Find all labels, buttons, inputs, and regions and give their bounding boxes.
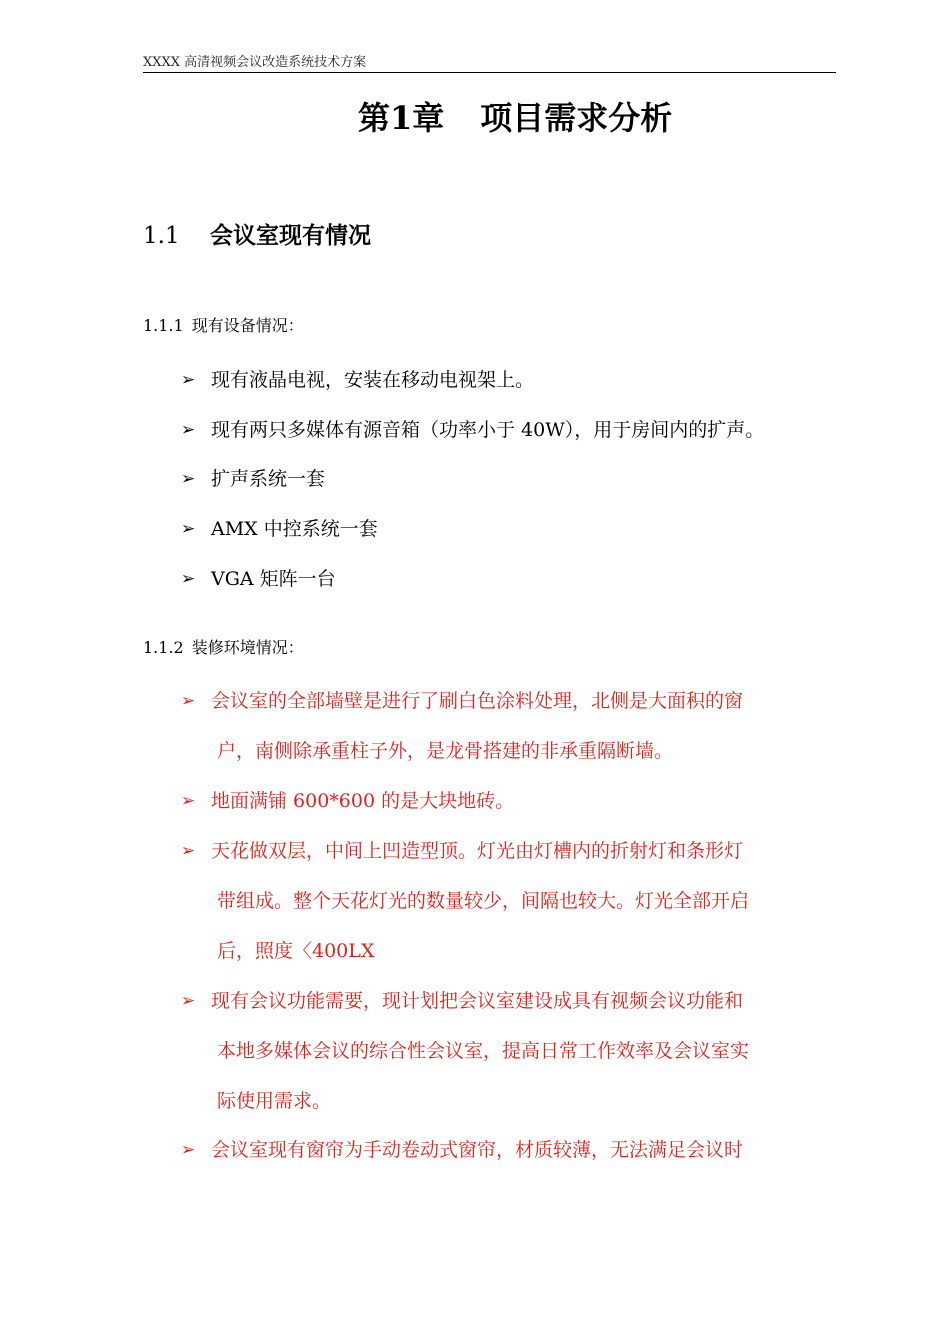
list-item bbox=[181, 976, 846, 1126]
list-item-text bbox=[211, 826, 846, 976]
list-item bbox=[181, 1125, 846, 1175]
list-item-text bbox=[211, 676, 846, 776]
arrow-bullet-icon: ➢ bbox=[181, 841, 196, 861]
list-item-text: 现有两只多媒体有源音箱（功率小于 40W），用于房间内的扩声。 bbox=[211, 419, 765, 441]
list-item-line: 户，南侧除承重柱子外，是龙骨搭建的非承重隔断墙。 bbox=[217, 740, 674, 762]
subsection-number: 1.1.1 bbox=[143, 316, 184, 335]
list-item-text: AMX 中控系统一套 bbox=[211, 518, 378, 540]
list-item-line: 会议室现有窗帘为手动卷动式窗帘，材质较薄，无法满足会议时 bbox=[211, 1139, 744, 1161]
subsection-number: 1.1.2 bbox=[143, 638, 184, 657]
subsection-title: 装修环境情况： bbox=[191, 638, 304, 657]
arrow-bullet-icon: ➢ bbox=[181, 519, 196, 539]
arrow-bullet-icon: ➢ bbox=[181, 469, 196, 489]
list-item-line: 本地多媒体会议的综合性会议室，提高日常工作效率及会议室实 bbox=[217, 1040, 750, 1062]
list-item bbox=[181, 504, 378, 554]
list-item-text: 现有液晶电视，安装在移动电视架上。 bbox=[211, 369, 535, 391]
list-item bbox=[181, 776, 846, 826]
arrow-bullet-icon: ➢ bbox=[181, 1140, 196, 1160]
arrow-bullet-icon: ➢ bbox=[181, 420, 196, 440]
list-item-line: 会议室的全部墙壁是进行了刷白色涂料处理，北侧是大面积的窗 bbox=[211, 690, 744, 712]
arrow-bullet-icon: ➢ bbox=[181, 991, 196, 1011]
list-item-text bbox=[211, 776, 846, 826]
list-item-line: 带组成。整个天花灯光的数量较少，间隔也较大。灯光全部开启 bbox=[217, 890, 750, 912]
list-item-text: 扩声系统一套 bbox=[211, 468, 326, 490]
list-item bbox=[181, 355, 534, 405]
list-item-line: 现有会议功能需要，现计划把会议室建设成具有视频会议功能和 bbox=[211, 990, 744, 1012]
list-item-line: 天花做双层，中间上凹造型顶。灯光由灯槽内的折射灯和条形灯 bbox=[211, 840, 744, 862]
arrow-bullet-icon: ➢ bbox=[181, 370, 196, 390]
section-title: 会议室现有情况 bbox=[210, 222, 371, 249]
list-item-text bbox=[211, 1125, 846, 1175]
arrow-bullet-icon: ➢ bbox=[181, 791, 196, 811]
arrow-bullet-icon: ➢ bbox=[181, 569, 196, 589]
page-header bbox=[143, 54, 836, 73]
list-item-line: 地面满铺 600*600 的是大块地砖。 bbox=[211, 790, 515, 812]
list-item bbox=[181, 454, 325, 504]
list-item bbox=[181, 676, 846, 776]
chapter-heading: 项目需求分析 bbox=[480, 99, 673, 137]
section-number: 1.1 bbox=[143, 223, 180, 249]
subsection-heading-equipment bbox=[143, 314, 304, 338]
list-item-line: 际使用需求。 bbox=[217, 1090, 332, 1112]
list-item bbox=[181, 405, 764, 455]
subsection-heading-environment bbox=[143, 636, 304, 660]
subsection-title: 现有设备情况： bbox=[191, 316, 304, 335]
list-item-text bbox=[211, 976, 846, 1126]
list-item-text: VGA 矩阵一台 bbox=[211, 568, 336, 590]
list-item bbox=[181, 826, 846, 976]
section-heading bbox=[143, 218, 371, 254]
chapter-title bbox=[358, 96, 672, 140]
header-text: XXXX 高清视频会议改造系统技术方案 bbox=[143, 55, 367, 70]
list-item bbox=[181, 554, 336, 604]
arrow-bullet-icon: ➢ bbox=[181, 691, 196, 711]
chapter-number: 第1章 bbox=[358, 99, 445, 137]
list-item-line: 后，照度〈400LX bbox=[217, 940, 375, 962]
